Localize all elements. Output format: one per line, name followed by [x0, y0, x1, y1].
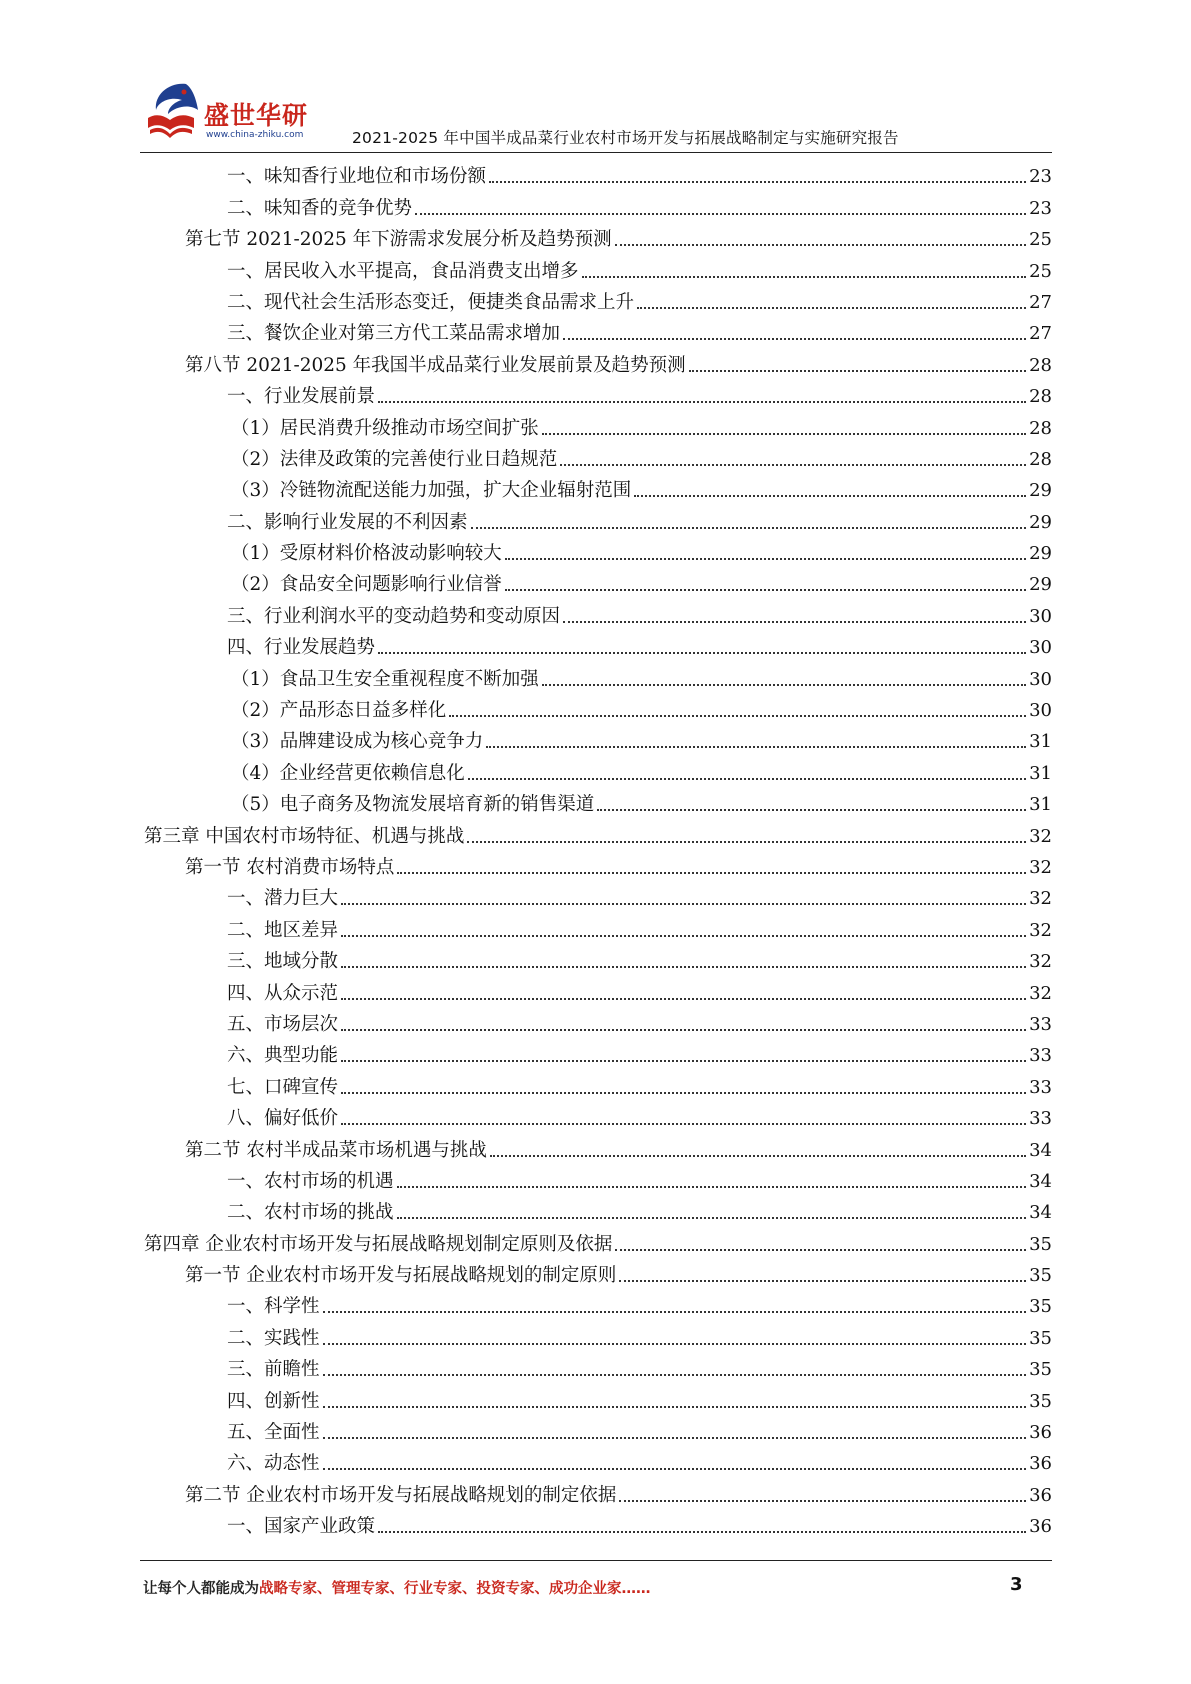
- toc-entry[interactable]: [140, 1039, 1052, 1070]
- toc-entry-page: 28: [1029, 386, 1052, 408]
- logo-mark-icon: [140, 80, 202, 146]
- toc-entry[interactable]: [140, 411, 1052, 442]
- toc-entry[interactable]: [140, 380, 1052, 411]
- toc-entry-title: 六、典型功能: [227, 1045, 339, 1067]
- toc-entry-page: 23: [1029, 197, 1052, 219]
- toc-entry-title: 二、地区差异: [227, 919, 339, 941]
- footer-divider: [140, 1560, 1052, 1561]
- toc-dot-leader: [415, 213, 1026, 215]
- toc-entry-page: 30: [1029, 605, 1052, 627]
- toc-entry-title: 五、全面性: [227, 1422, 320, 1444]
- toc-dot-leader: [341, 903, 1026, 905]
- toc-dot-leader: [505, 589, 1026, 591]
- toc-dot-leader: [490, 1155, 1026, 1157]
- toc-entry-page: 29: [1029, 480, 1052, 502]
- toc-entry[interactable]: [140, 1227, 1052, 1258]
- toc-dot-leader: [563, 338, 1026, 340]
- toc-dot-leader: [378, 1531, 1026, 1533]
- toc-entry[interactable]: [140, 882, 1052, 913]
- toc-dot-leader: [323, 1343, 1027, 1345]
- toc-entry[interactable]: [140, 1478, 1052, 1509]
- toc-dot-leader: [597, 809, 1026, 811]
- toc-dot-leader: [467, 841, 1026, 843]
- toc-entry[interactable]: [140, 1321, 1052, 1352]
- toc-entry-page: 35: [1029, 1327, 1052, 1349]
- toc-entry-title: 三、餐饮企业对第三方代工菜品需求增加: [227, 323, 561, 345]
- toc-entry-page: 32: [1029, 856, 1052, 878]
- toc-entry-page: 30: [1029, 700, 1052, 722]
- toc-entry-page: 25: [1029, 229, 1052, 251]
- footer-highlight: 战略专家、管理专家、行业专家、投资专家、成功企业家……: [259, 1581, 651, 1597]
- toc-entry-title: （2）产品形态日益多样化: [231, 700, 447, 722]
- toc-entry[interactable]: [140, 443, 1052, 474]
- toc-entry[interactable]: [140, 1165, 1052, 1196]
- toc-dot-leader: [323, 1468, 1027, 1470]
- toc-entry-page: 25: [1029, 260, 1052, 282]
- toc-entry-page: 23: [1029, 166, 1052, 188]
- toc-dot-leader: [582, 276, 1027, 278]
- toc-entry-page: 30: [1029, 637, 1052, 659]
- toc-entry-title: （3）冷链物流配送能力加强，扩大企业辐射范围: [231, 480, 632, 502]
- toc-entry-page: 28: [1029, 448, 1052, 470]
- toc-dot-leader: [449, 715, 1026, 717]
- toc-entry-title: 一、居民收入水平提高，食品消费支出增多: [227, 260, 579, 282]
- toc-entry[interactable]: [140, 1196, 1052, 1227]
- toc-dot-leader: [397, 1217, 1027, 1219]
- toc-entry[interactable]: [140, 160, 1052, 191]
- toc-dot-leader: [468, 778, 1026, 780]
- toc-entry-title: 一、味知香行业地位和市场份额: [227, 166, 487, 188]
- toc-entry-title: （4）企业经营更依赖信息化: [231, 762, 465, 784]
- toc-entry-page: 30: [1029, 668, 1052, 690]
- toc-entry-title: 第三章 中国农村市场特征、机遇与挑战: [144, 825, 465, 847]
- toc-entry-title: 四、行业发展趋势: [227, 637, 376, 659]
- toc-entry-page: 28: [1029, 354, 1052, 376]
- toc-entry[interactable]: [140, 631, 1052, 662]
- toc-entry-page: 34: [1029, 1202, 1052, 1224]
- toc-entry-title: 二、味知香的竞争优势: [227, 197, 413, 219]
- toc-entry[interactable]: [140, 1510, 1052, 1541]
- toc-dot-leader: [323, 1374, 1027, 1376]
- toc-entry-page: 33: [1029, 1076, 1052, 1098]
- logo-url: www.china-zhiku.com: [206, 130, 304, 140]
- toc-entry-title: 第四章 企业农村市场开发与拓展战略规划制定原则及依据: [144, 1233, 613, 1255]
- toc-entry-page: 31: [1029, 762, 1052, 784]
- toc-entry[interactable]: [140, 1384, 1052, 1415]
- toc-entry[interactable]: [140, 1416, 1052, 1447]
- toc-entry-title: 第一节 企业农村市场开发与拓展战略规划的制定原则: [185, 1265, 617, 1287]
- toc-entry-title: 六、动态性: [227, 1453, 320, 1475]
- toc-entry-title: 二、现代社会生活形态变迁，便捷类食品需求上升: [227, 291, 635, 313]
- toc-entry[interactable]: [140, 1353, 1052, 1384]
- toc-dot-leader: [341, 1092, 1026, 1094]
- toc-dot-leader: [489, 181, 1026, 183]
- toc-entry-page: 34: [1029, 1139, 1052, 1161]
- toc-entry[interactable]: [140, 286, 1052, 317]
- toc-dot-leader: [542, 433, 1026, 435]
- toc-dot-leader: [397, 872, 1026, 874]
- toc-entry-title: 五、市场层次: [227, 1013, 339, 1035]
- toc-entry-page: 29: [1029, 543, 1052, 565]
- toc-entry-title: （1）食品卫生安全重视程度不断加强: [231, 668, 539, 690]
- toc-dot-leader: [341, 935, 1026, 937]
- logo-name: 盛世华研: [204, 101, 309, 130]
- toc-entry-title: （3）品牌建设成为核心竞争力: [231, 731, 484, 753]
- toc-entry-page: 28: [1029, 417, 1052, 439]
- toc-entry-title: （1）受原材料价格波动影响较大: [231, 543, 502, 565]
- toc-entry-page: 35: [1029, 1296, 1052, 1318]
- toc-dot-leader: [542, 684, 1026, 686]
- toc-entry-title: 一、潜力巨大: [227, 888, 339, 910]
- toc-entry-page: 29: [1029, 574, 1052, 596]
- toc-entry-title: （5）电子商务及物流发展培育新的销售渠道: [231, 794, 595, 816]
- toc-dot-leader: [637, 307, 1026, 309]
- toc-dot-leader: [397, 1186, 1027, 1188]
- toc-entry-title: 七、口碑宣传: [227, 1076, 339, 1098]
- toc-dot-leader: [323, 1437, 1027, 1439]
- toc-entry-page: 35: [1029, 1265, 1052, 1287]
- toc-entry[interactable]: [140, 191, 1052, 222]
- toc-entry-page: 27: [1029, 291, 1052, 313]
- toc-entry-title: 第二节 企业农村市场开发与拓展战略规划的制定依据: [185, 1484, 617, 1506]
- page-header: [0, 0, 1191, 160]
- toc-dot-leader: [486, 746, 1026, 748]
- toc-dot-leader: [634, 495, 1026, 497]
- toc-entry[interactable]: [140, 756, 1052, 787]
- toc-entry-title: 四、创新性: [227, 1390, 320, 1412]
- company-logo: [140, 80, 320, 150]
- toc-dot-leader: [378, 652, 1026, 654]
- toc-entry-page: 33: [1029, 1045, 1052, 1067]
- toc-entry-title: 一、农村市场的机遇: [227, 1170, 394, 1192]
- toc-entry-page: 32: [1029, 919, 1052, 941]
- toc-entry-page: 32: [1029, 825, 1052, 847]
- toc-entry-title: 第二节 农村半成品菜市场机遇与挑战: [185, 1139, 487, 1161]
- toc-entry-title: 一、行业发展前景: [227, 386, 376, 408]
- toc-dot-leader: [560, 464, 1026, 466]
- toc-entry[interactable]: [140, 976, 1052, 1007]
- toc-dot-leader: [471, 527, 1027, 529]
- toc-entry[interactable]: [140, 254, 1052, 285]
- toc-entry-title: 第七节 2021-2025 年下游需求发展分析及趋势预测: [185, 229, 612, 251]
- toc-entry-page: 33: [1029, 1013, 1052, 1035]
- toc-entry[interactable]: [140, 694, 1052, 725]
- document-title: 2021-2025 年中国半成品菜行业农村市场开发与拓展战略制定与实施研究报告: [352, 129, 899, 147]
- toc-entry[interactable]: [140, 1133, 1052, 1164]
- toc-dot-leader: [563, 621, 1026, 623]
- toc-entry[interactable]: [140, 819, 1052, 850]
- toc-entry-title: 三、行业利润水平的变动趋势和变动原因: [227, 605, 561, 627]
- toc-entry[interactable]: [140, 725, 1052, 756]
- toc-entry[interactable]: [140, 1008, 1052, 1039]
- toc-entry-page: 35: [1029, 1390, 1052, 1412]
- toc-entry[interactable]: [140, 474, 1052, 505]
- toc-dot-leader: [689, 370, 1026, 372]
- toc-entry[interactable]: [140, 788, 1052, 819]
- toc-entry[interactable]: [140, 348, 1052, 379]
- toc-entry[interactable]: [140, 223, 1052, 254]
- toc-dot-leader: [341, 1123, 1026, 1125]
- toc-entry-page: 27: [1029, 323, 1052, 345]
- toc-entry-title: 三、地域分散: [227, 951, 339, 973]
- page-number: 3: [1010, 1574, 1023, 1595]
- toc-entry-title: 第一节 农村消费市场特点: [185, 856, 395, 878]
- toc-entry[interactable]: [140, 505, 1052, 536]
- toc-entry-title: （1）居民消费升级推动市场空间扩张: [231, 417, 539, 439]
- toc-dot-leader: [615, 1249, 1026, 1251]
- toc-entry-page: 31: [1029, 731, 1052, 753]
- toc-dot-leader: [619, 1280, 1026, 1282]
- toc-entry-page: 35: [1029, 1233, 1052, 1255]
- toc-dot-leader: [341, 1029, 1026, 1031]
- toc-entry[interactable]: [140, 1290, 1052, 1321]
- toc-entry-page: 31: [1029, 794, 1052, 816]
- toc-entry[interactable]: [140, 1102, 1052, 1133]
- toc-entry-title: 一、国家产业政策: [227, 1516, 376, 1538]
- toc-entry-page: 32: [1029, 888, 1052, 910]
- toc-entry[interactable]: [140, 913, 1052, 944]
- toc-entry[interactable]: [140, 851, 1052, 882]
- toc-entry-page: 32: [1029, 951, 1052, 973]
- toc-entry-page: 32: [1029, 982, 1052, 1004]
- toc-entry-page: 34: [1029, 1170, 1052, 1192]
- toc-entry-page: 36: [1029, 1422, 1052, 1444]
- toc-entry-title: （2）食品安全问题影响行业信誉: [231, 574, 502, 596]
- toc-entry[interactable]: [140, 1070, 1052, 1101]
- toc-entry[interactable]: [140, 537, 1052, 568]
- toc-entry-title: 二、实践性: [227, 1327, 320, 1349]
- toc-entry-title: 三、前瞻性: [227, 1359, 320, 1381]
- toc-entry[interactable]: [140, 945, 1052, 976]
- toc-dot-leader: [615, 244, 1026, 246]
- toc-entry[interactable]: [140, 317, 1052, 348]
- header-divider: [140, 152, 1052, 153]
- toc-entry-title: 二、农村市场的挑战: [227, 1202, 394, 1224]
- toc-entry-title: 第八节 2021-2025 年我国半成品菜行业发展前景及趋势预测: [185, 354, 686, 376]
- toc-dot-leader: [323, 1406, 1027, 1408]
- toc-entry-title: 四、从众示范: [227, 982, 339, 1004]
- toc-entry-page: 29: [1029, 511, 1052, 533]
- toc-entry-page: 36: [1029, 1453, 1052, 1475]
- toc-dot-leader: [341, 966, 1026, 968]
- toc-entry-page: 33: [1029, 1108, 1052, 1130]
- toc-entry[interactable]: [140, 599, 1052, 630]
- toc-entry-title: 八、偏好低价: [227, 1108, 339, 1130]
- toc-entry-title: 一、科学性: [227, 1296, 320, 1318]
- toc-entry-page: 35: [1029, 1359, 1052, 1381]
- toc-entry-page: 36: [1029, 1484, 1052, 1506]
- toc-entry[interactable]: [140, 1259, 1052, 1290]
- toc-entry-title: （2）法律及政策的完善使行业日趋规范: [231, 448, 558, 470]
- table-of-contents: [140, 160, 1052, 1541]
- toc-dot-leader: [341, 998, 1026, 1000]
- footer-slogan: [143, 1577, 651, 1598]
- toc-entry-page: 36: [1029, 1516, 1052, 1538]
- toc-dot-leader: [378, 401, 1026, 403]
- toc-dot-leader: [619, 1500, 1026, 1502]
- toc-entry-title: 二、影响行业发展的不利因素: [227, 511, 468, 533]
- toc-dot-leader: [505, 558, 1026, 560]
- toc-entry[interactable]: [140, 662, 1052, 693]
- footer-prefix: 让每个人都能成为: [143, 1581, 259, 1597]
- toc-dot-leader: [323, 1311, 1027, 1313]
- toc-entry[interactable]: [140, 568, 1052, 599]
- toc-dot-leader: [341, 1060, 1026, 1062]
- toc-entry[interactable]: [140, 1447, 1052, 1478]
